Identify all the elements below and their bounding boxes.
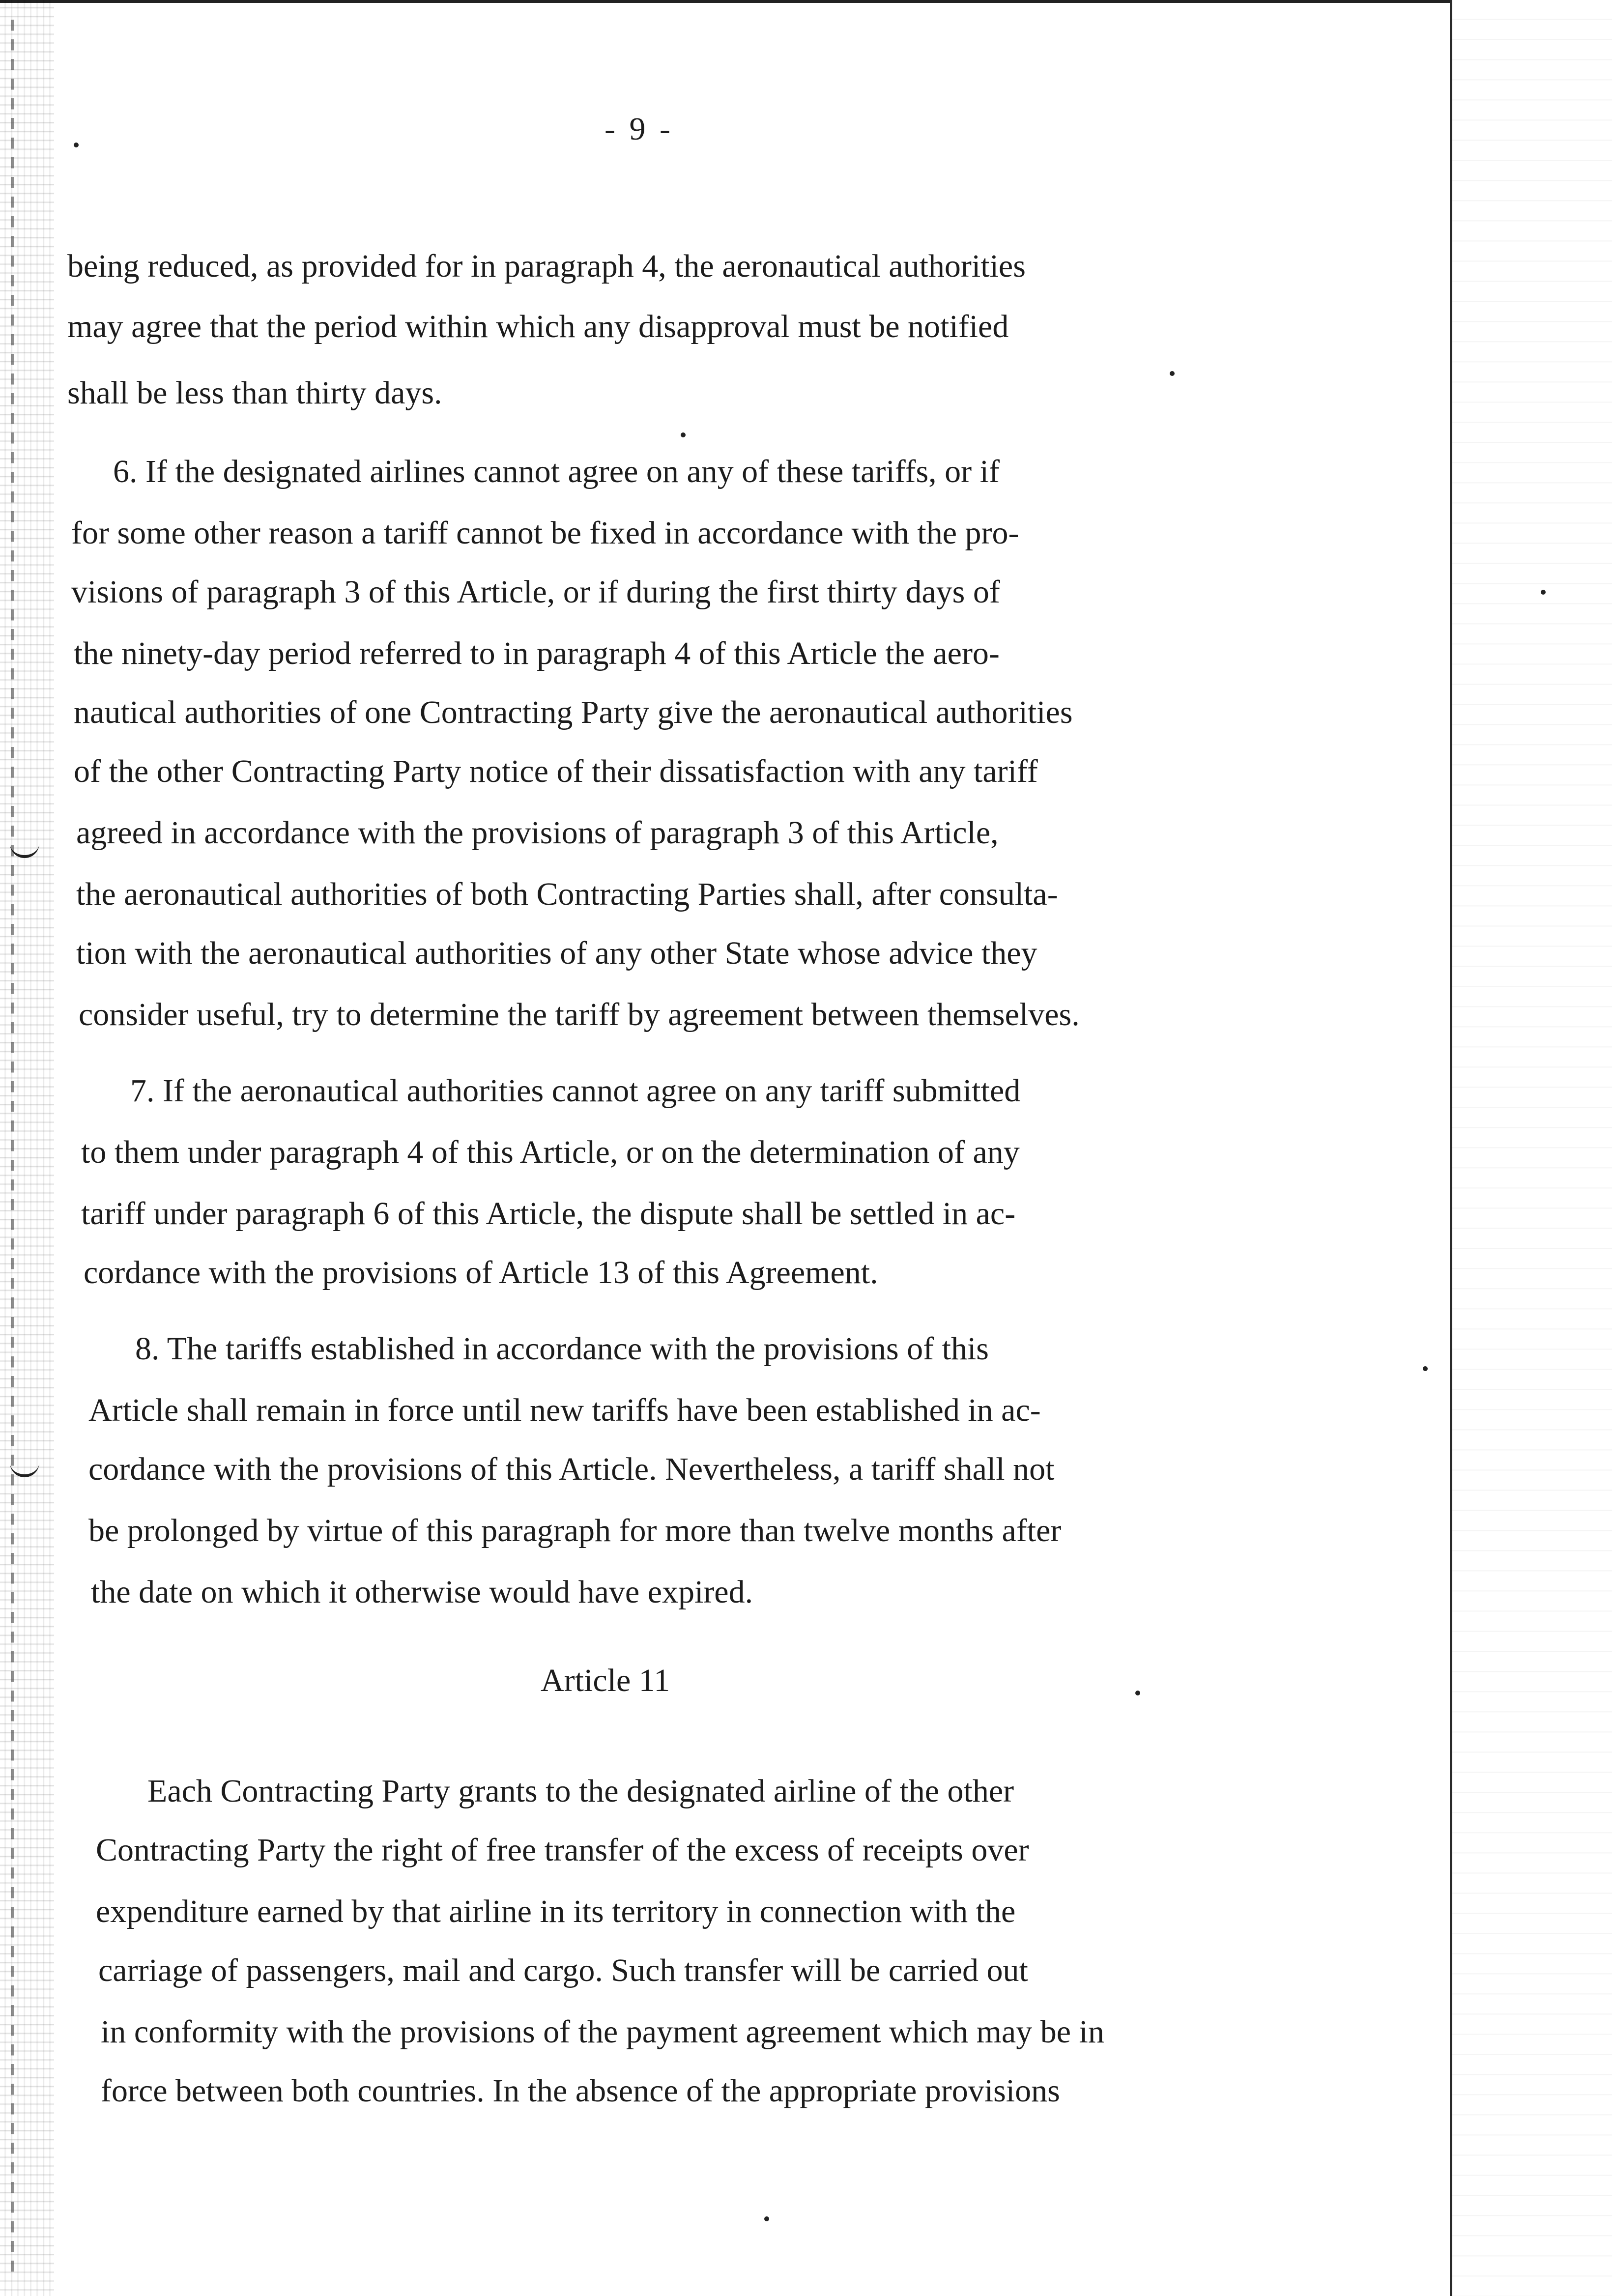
- text-line: force between both countries. In the absence of the appropriate provisions: [101, 2073, 1060, 2109]
- text-line: nautical authorities of one Contracting Party give the aeronautical authorities: [74, 694, 1073, 730]
- scan-speck: [1135, 1691, 1140, 1695]
- article-11-heading: Article 11: [541, 1663, 670, 1698]
- text-line: of the other Contracting Party notice of their dissatisfaction with any tariff: [74, 753, 1038, 789]
- text-line: carriage of passengers, mail and cargo. Such transfer will be carried out: [98, 1952, 1028, 1988]
- text-line: Each Contracting Party grants to the designated airline of the other: [147, 1773, 1014, 1809]
- text-line: consider useful, try to determine the tariff by agreement between themselves.: [79, 997, 1080, 1033]
- text-line: 8. The tariffs established in accordance with the provisions of this: [135, 1331, 989, 1367]
- text-line: for some other reason a tariff cannot be fixed in accordance with the pro-: [71, 515, 1019, 551]
- scan-left-binding-line: [11, 20, 14, 2280]
- text-line: visions of paragraph 3 of this Article, or if during the first thirty days of: [71, 574, 1000, 610]
- scan-speck: [1423, 1366, 1428, 1371]
- text-line: tariff under paragraph 6 of this Article, the dispute shall be settled in ac-: [81, 1196, 1016, 1232]
- text-line: 7. If the aeronautical authorities cannot agree on any tariff submitted: [130, 1073, 1021, 1109]
- scan-speck: [1170, 371, 1175, 376]
- text-line: being reduced, as provided for in paragraph 4, the aeronautical authorities: [67, 248, 1026, 284]
- text-line: the aeronautical authorities of both Contracting Parties shall, after consulta-: [76, 876, 1058, 912]
- text-line: the date on which it otherwise would have expired.: [91, 1574, 753, 1610]
- scan-speck: [681, 432, 686, 437]
- scan-right-margin: [1452, 0, 1612, 2296]
- text-line: expenditure earned by that airline in its territory in connection with the: [96, 1894, 1016, 1929]
- text-line: shall be less than thirty days.: [67, 375, 442, 411]
- scan-speck: [1541, 590, 1546, 595]
- text-line: may agree that the period within which any disapproval must be notified: [67, 309, 1009, 344]
- text-line: cordance with the provisions of this Article. Nevertheless, a tariff shall not: [88, 1451, 1055, 1487]
- text-line: tion with the aeronautical authorities of any other State whose advice they: [76, 935, 1037, 971]
- scan-speck: [74, 143, 79, 147]
- text-line: agreed in accordance with the provisions of paragraph 3 of this Article,: [76, 815, 999, 851]
- scan-speck: [764, 2216, 769, 2221]
- scan-top-rule: [0, 0, 1455, 3]
- scan-right-rule: [1450, 0, 1452, 2296]
- text-line: 6. If the designated airlines cannot agree on any of these tariffs, or if: [113, 454, 1000, 489]
- text-line: in conformity with the provisions of the payment agreement which may be in: [101, 2014, 1104, 2050]
- text-line: cordance with the provisions of Article 13 of this Agreement.: [84, 1255, 878, 1291]
- text-line: be prolonged by virtue of this paragraph for more than twelve months after: [88, 1513, 1062, 1549]
- page-number: - 9 -: [604, 111, 673, 147]
- text-line: the ninety-day period referred to in paragraph 4 of this Article the aero-: [74, 635, 1000, 671]
- scan-left-edge-noise: [0, 0, 54, 2296]
- text-line: to them under paragraph 4 of this Article, or on the determination of any: [81, 1134, 1020, 1170]
- text-line: Article shall remain in force until new tariffs have been established in ac-: [88, 1392, 1041, 1428]
- text-line: Contracting Party the right of free transfer of the excess of receipts over: [96, 1832, 1029, 1868]
